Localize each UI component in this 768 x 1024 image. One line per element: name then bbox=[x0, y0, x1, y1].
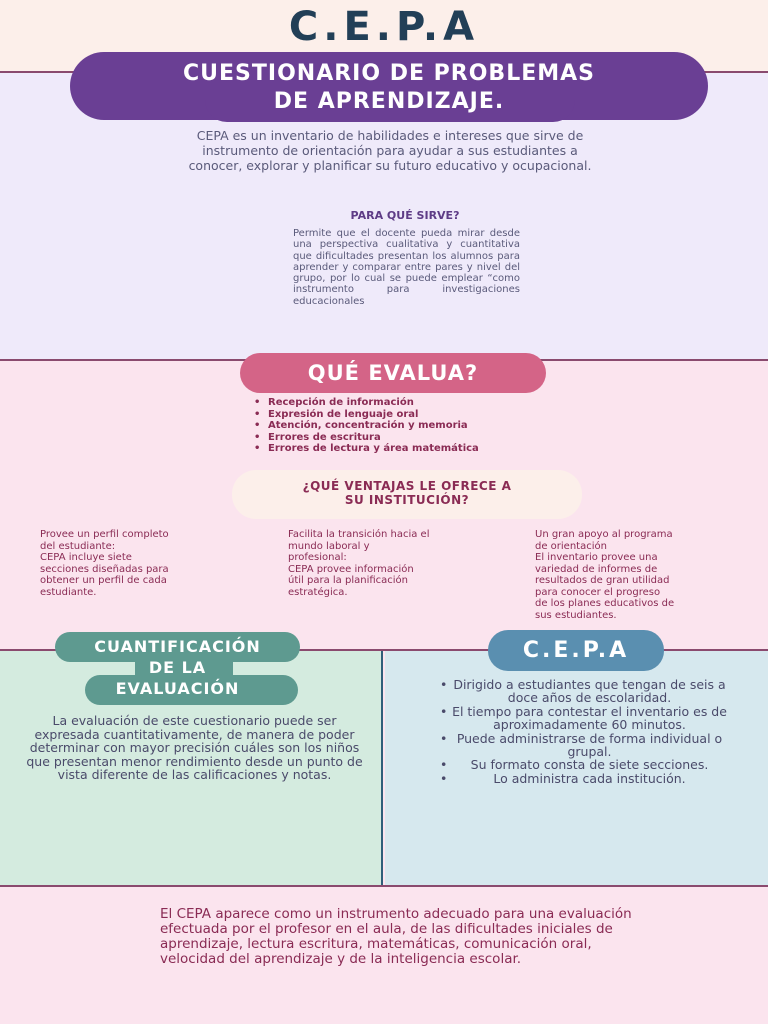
para-que-sirve-heading: PARA QUÉ SIRVE? bbox=[350, 209, 460, 222]
list-item: • Recepción de información bbox=[268, 397, 598, 409]
text-line: sus estudiantes. bbox=[535, 609, 617, 621]
intro-text: CEPA es un inventario de habilidades e intereses que sirve de instrumento de orientación para ayudar a sus estudiantes a conocer, explorar y planificar su futuro educativo y ocupacional. bbox=[188, 128, 592, 173]
para-que-sirve-text: Permite que el docente pueda mirar desde una perspectiva cualitativa y cuantitativa que dificultades presentan los alumnos para aprender y comparar entre pares y nivel del grupo, por lo cual se puede emplear “como instrumento para investigaciones educacionales bbox=[293, 228, 520, 307]
list-item: • Lo administra cada institución. bbox=[452, 772, 727, 785]
text-line: útil para la planificación bbox=[288, 575, 408, 586]
heading-line: EVALUACIÓN bbox=[115, 679, 240, 698]
list-item: • Expresión de lenguaje oral bbox=[268, 409, 598, 421]
heading-line: DE LA bbox=[148, 658, 207, 677]
text-line: de los planes educativos de bbox=[535, 598, 675, 609]
text-line: secciones diseñadas para bbox=[40, 563, 169, 575]
ventajas-heading bbox=[232, 470, 582, 519]
text-line: CEPA provee información bbox=[288, 563, 414, 575]
text-line: estratégica. bbox=[288, 586, 348, 598]
cuantificacion-text: La evaluación de este cuestionario puede ser expresada cuantitativamente, de manera de poder determinar con mayor precisión cuáles son los niños que presentan menor rendimiento desde un punto de vista diferente de las calificaciones y notas. bbox=[26, 713, 363, 782]
page-title: C.E.P.A bbox=[288, 4, 480, 50]
ventaja-orientacion bbox=[535, 529, 740, 621]
conclusion-text: El CEPA aparece como un instrumento adecuado para una evaluación efectuada por el profesor en el aula, de las dificultades iniciales de aprendizaje, lectura escritura, matemáticas, comunicación oral, velocidad del aprendizaje y de la inteligencia escolar. bbox=[160, 906, 632, 967]
text-line: Facilita la transición hacia el bbox=[288, 529, 430, 540]
banner-title bbox=[70, 60, 708, 116]
text-line: CEPA incluye siete bbox=[40, 552, 132, 563]
text-line: profesional: bbox=[288, 552, 347, 563]
que-evalua-heading: QUÉ EVALUA? bbox=[240, 353, 546, 393]
heading-line: CUANTIFICACIÓN bbox=[94, 637, 261, 656]
list-item: • Errores de lectura y área matemática bbox=[268, 443, 598, 455]
list-item: • Dirigido a estudiantes que tengan de seis a doce años de escolaridad. bbox=[452, 678, 727, 705]
ventaja-transicion bbox=[288, 529, 488, 598]
list-item: • Atención, concentración y memoria bbox=[268, 420, 598, 432]
text-line: mundo laboral y bbox=[288, 540, 370, 552]
text-line: resultados de gran utilidad bbox=[535, 575, 670, 586]
ventaja-perfil bbox=[40, 529, 240, 598]
text-line: del estudiante: bbox=[40, 540, 116, 552]
list-item: • El tiempo para contestar el inventario es de aproximadamente 60 minutos. bbox=[452, 705, 727, 732]
text-line: obtener un perfil de cada bbox=[40, 575, 167, 586]
text-line: El inventario provee una bbox=[535, 552, 658, 563]
text-line: variedad de informes de bbox=[535, 563, 658, 575]
text-line: para conocer el progreso bbox=[535, 586, 661, 598]
text-line: de orientación bbox=[535, 540, 607, 552]
ventajas-heading-line: ¿QUÉ VENTAJAS LE OFRECE A bbox=[302, 479, 512, 493]
text-line: Provee un perfil completo bbox=[40, 529, 169, 540]
list-item: • Puede administrarse de forma individual o grupal. bbox=[452, 732, 727, 759]
banner-line: DE APRENDIZAJE. bbox=[273, 89, 505, 114]
list-item: • Errores de escritura bbox=[268, 432, 598, 444]
text-line: Un gran apoyo al programa bbox=[535, 529, 673, 540]
text-line: estudiante. bbox=[40, 586, 97, 598]
ventajas-heading-line: SU INSTITUCIÓN? bbox=[344, 493, 470, 507]
cuantificacion-heading bbox=[55, 636, 300, 699]
evaluation-list bbox=[268, 397, 598, 455]
list-item: • Su formato consta de siete secciones. bbox=[452, 758, 727, 771]
cepa-features-list bbox=[452, 678, 727, 785]
cepa-box-heading: C.E.P.A bbox=[488, 630, 664, 671]
banner-line: CUESTIONARIO DE PROBLEMAS bbox=[183, 61, 595, 86]
divider bbox=[0, 885, 768, 887]
